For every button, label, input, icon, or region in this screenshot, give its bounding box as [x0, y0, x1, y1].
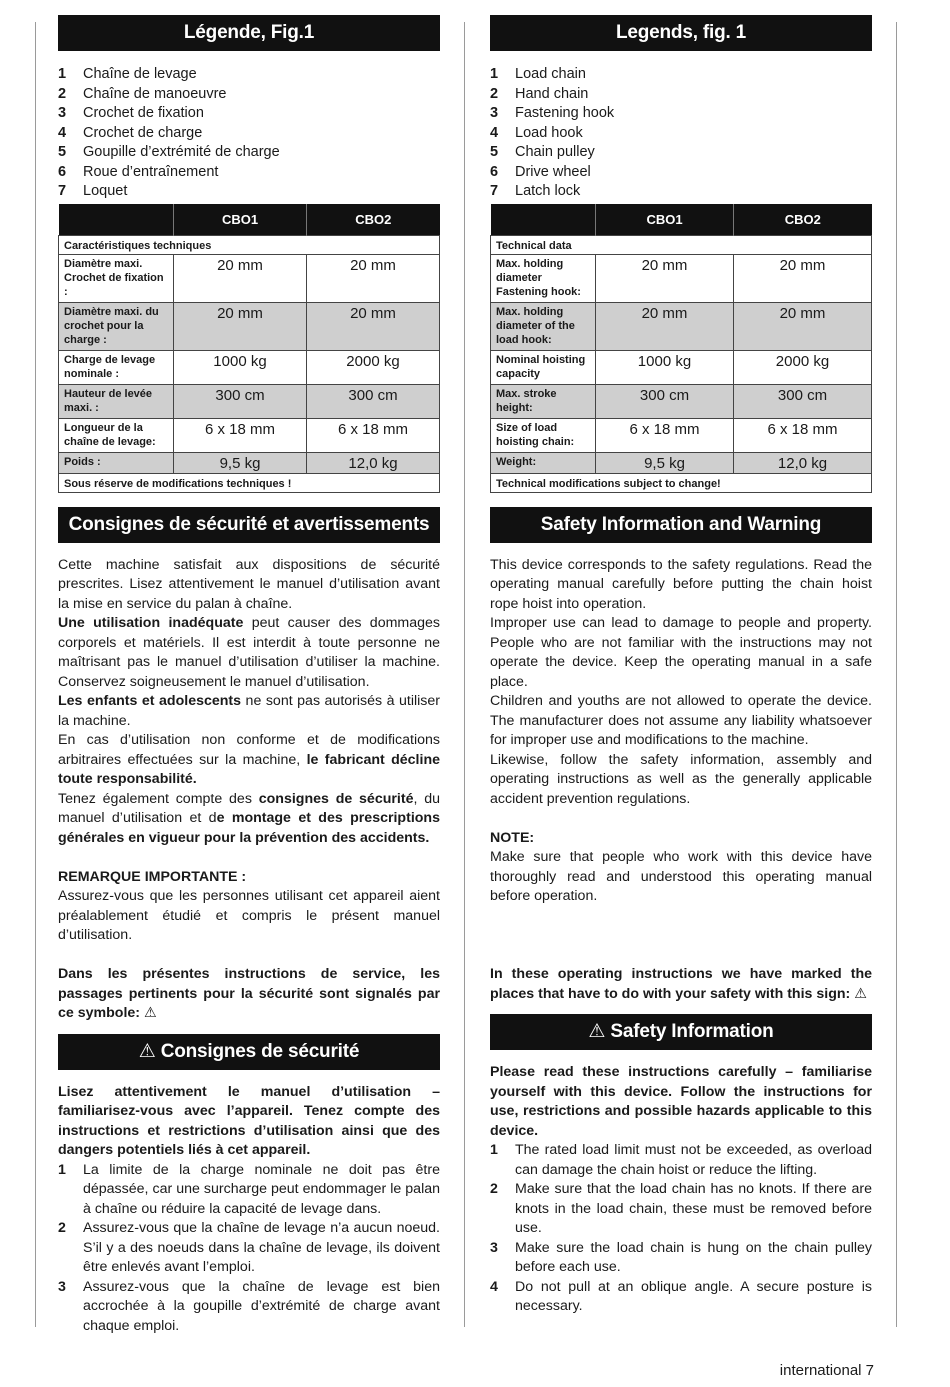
- table-row-label: Charge de levage nominale :: [59, 350, 174, 384]
- left-margin-rule: [35, 22, 36, 1327]
- list-item: 1 La limite de la charge nominale ne doit pas être dépassée, car une surcharge peut endommager le palan à chaîne ou réduire la capacité de levage dans.: [58, 1161, 440, 1217]
- table-cell: 1000 kg: [174, 350, 307, 384]
- table-cell: 20 mm: [174, 254, 307, 302]
- table-header-cbo1: CBO1: [174, 204, 307, 236]
- list-item: 3 Assurez-vous que la chaîne de levage est bien accrochée à la goupille d’extrémité de charge avant chaque emploi.: [58, 1278, 440, 1334]
- center-rule: [464, 22, 465, 1327]
- safety-text-en: [490, 556, 872, 1005]
- page-footer: international 7: [779, 1362, 874, 1379]
- table-cell: 20 mm: [596, 254, 734, 302]
- legend-item: 5 Chain pulley: [490, 144, 595, 160]
- table-cell: 300 cm: [174, 384, 307, 418]
- legend-list-en: [490, 65, 872, 202]
- table-cell: 6 x 18 mm: [307, 418, 440, 452]
- table-cell: 300 cm: [596, 384, 734, 418]
- table-row-label: Max. holding diameter of the load hook:: [491, 302, 596, 350]
- table-cell: 20 mm: [307, 254, 440, 302]
- table-header-cbo2: CBO2: [734, 204, 872, 236]
- warning-triangle-icon: ⚠: [854, 985, 867, 1002]
- legend-item: 1 Chaîne de levage: [58, 66, 197, 82]
- table-row-label: Nominal hoisting capacity: [491, 350, 596, 384]
- legend-item: 6 Drive wheel: [490, 163, 591, 180]
- table-header-cbo2: CBO2: [307, 204, 440, 236]
- table-cell: 20 mm: [734, 302, 872, 350]
- warning-triangle-icon: ⚠: [143, 1005, 157, 1021]
- legend-item: 2 Chaîne de manoeuvre: [58, 85, 227, 102]
- spec-table-fr: [58, 204, 440, 493]
- spec-table-en: [490, 204, 872, 493]
- safety-info-title-en: ⚠ Safety Information: [490, 1014, 872, 1050]
- table-cell: 2000 kg: [307, 350, 440, 384]
- table-cell: 12,0 kg: [307, 452, 440, 473]
- table-section: Caractéristiques techniques: [59, 235, 440, 254]
- intro: Lisez attentivement le manuel d’utilisation – familiarisez-vous avec l’appareil. Tenez compte des instructions et restrictions d’utilisation ainsi que des dangers potentiels liés à cet appareil.: [58, 1083, 440, 1158]
- table-cell: 20 mm: [734, 254, 872, 302]
- list-item: 2 Make sure that the load chain has no knots. If there are knots in the load chain, these must be removed before use.: [490, 1181, 872, 1236]
- marked-text: Dans les présentes instructions de service, les passages pertinents pour la sécurité sont signalés par ce symbole: ⚠: [58, 966, 440, 1021]
- table-cell: 20 mm: [307, 302, 440, 350]
- legend-item: 4 Crochet de charge: [58, 124, 203, 141]
- marked-text: In these operating instructions we have marked the places that have to do with your safety with this sign: ⚠: [490, 966, 872, 1002]
- table-cell: 300 cm: [307, 384, 440, 418]
- table-row-label: Max. holding diameter Fastening hook:: [491, 254, 596, 302]
- table-cell: 2000 kg: [734, 350, 872, 384]
- legend-item: 7 Latch lock: [490, 183, 581, 199]
- safety-info-text-fr: [58, 1083, 440, 1337]
- legend-item: 1 Load chain: [490, 66, 586, 82]
- warning-triangle-icon: ⚠: [588, 1021, 606, 1042]
- table-row-label: Diamètre maxi. du crochet pour la charge :: [59, 302, 174, 350]
- table-header-blank: [59, 204, 174, 236]
- table-row-label: Weight:: [491, 452, 596, 473]
- note-title: REMARQUE IMPORTANTE :: [58, 868, 247, 885]
- table-cell: 12,0 kg: [734, 452, 872, 473]
- paragraph: En cas d’utilisation non conforme et de modifications arbitraires effectuées sur la machine, le fabricant décline toute responsabilité.: [58, 732, 440, 787]
- paragraph: Improper use can lead to damage to people and property. People who are not familiar with the instructions may not operate the device. Keep the operating manual in a safe place.: [490, 615, 872, 690]
- table-cell: 20 mm: [174, 302, 307, 350]
- paragraph: Tenez également compte des consignes de sécurité, du manuel d’utilisation et de montage et des prescriptions générales en vigueur pour la prévention des accidents.: [58, 790, 440, 846]
- legend-title-en: Legends, fig. 1: [490, 15, 872, 51]
- list-item: 3 Make sure the load chain is hung on the chain pulley before each use.: [490, 1239, 872, 1275]
- safety-text-fr: [58, 556, 440, 1024]
- legend-title-fr: Légende, Fig.1: [58, 15, 440, 51]
- paragraph: Cette machine satisfait aux dispositions de sécurité prescrites. Lisez attentivement le manuel d’utilisation avant la mise en service du palan à chaîne.: [58, 556, 440, 612]
- paragraph: Likewise, follow the safety information, assembly and operating instructions as well as the generally applicable accident prevention regulations.: [490, 751, 872, 807]
- safety-list-fr: [58, 1161, 440, 1337]
- legend-item: 3 Crochet de fixation: [58, 105, 204, 121]
- table-header-blank: [491, 204, 596, 236]
- safety-warning-title-en: Safety Information and Warning: [490, 507, 872, 543]
- legend-item: 2 Hand chain: [490, 85, 589, 102]
- legend-item: 3 Fastening hook: [490, 105, 615, 121]
- safety-info-title-fr: ⚠ Consignes de sécurité: [58, 1034, 440, 1070]
- table-cell: 1000 kg: [596, 350, 734, 384]
- note-text: Make sure that people who work with this device have thoroughly read and understood this operating manual before operation.: [490, 849, 872, 904]
- table-section: Technical data: [491, 235, 872, 254]
- table-row-label: Hauteur de levée maxi. :: [59, 384, 174, 418]
- table-row-label: Diamètre maxi. Crochet de fixation :: [59, 254, 174, 302]
- table-cell: 6 x 18 mm: [174, 418, 307, 452]
- right-margin-rule: [896, 22, 897, 1327]
- table-header-cbo1: CBO1: [596, 204, 734, 236]
- table-cell: 9,5 kg: [174, 452, 307, 473]
- table-cell: 20 mm: [596, 302, 734, 350]
- table-row-label: Longueur de la chaîne de levage:: [59, 418, 174, 452]
- list-item: 1 The rated load limit must not be exceeded, as overload can damage the chain hoist or reduce the lifting.: [490, 1142, 872, 1178]
- paragraph: Les enfants et adolescents ne sont pas autorisés à utiliser la machine.: [58, 693, 440, 729]
- safety-info-text-en: [490, 1063, 872, 1317]
- table-footnote: Sous réserve de modifications techniques !: [59, 473, 440, 492]
- note-text: Assurez-vous que les personnes utilisant cet appareil aient préalablement étudié et compris le présent manuel d’utilisation.: [58, 888, 440, 943]
- list-item: 2 Assurez-vous que la chaîne de levage n’a aucun noeud. S’il y a des noeuds dans la chaîne de levage, ils doivent être enlevés avant l’emploi.: [58, 1220, 440, 1275]
- table-cell: 9,5 kg: [596, 452, 734, 473]
- warning-triangle-icon: ⚠: [138, 1040, 156, 1062]
- note-title: NOTE:: [490, 829, 535, 846]
- table-cell: 6 x 18 mm: [734, 418, 872, 452]
- intro: Please read these instructions carefully – familiarise yourself with this device. Follow the instructions for use, restrictions and possible hazards applicable to this device.: [490, 1064, 872, 1139]
- list-item: 4 Do not pull at an oblique angle. A secure posture is necessary.: [490, 1278, 872, 1314]
- table-row-label: Poids :: [59, 452, 174, 473]
- paragraph: Children and youths are not allowed to operate the device. The manufacturer does not assume any liability whatsoever for improper use and modifications to the machine.: [490, 693, 872, 748]
- safety-warning-title-fr: Consignes de sécurité et avertissements: [58, 507, 440, 543]
- legend-item: 6 Roue d’entraînement: [58, 163, 219, 180]
- paragraph: Une utilisation inadéquate peut causer des dommages corporels et matériels. Il est interdit à toute personne ne maîtrisant pas le manuel d’utilisation d’utiliser la machine. Conservez soigneusement le manuel d’utilisation.: [58, 615, 440, 690]
- table-footnote: Technical modifications subject to change!: [491, 473, 872, 492]
- english-column: [490, 15, 872, 1317]
- legend-item: 5 Goupille d’extrémité de charge: [58, 144, 280, 160]
- legend-list-fr: [58, 65, 440, 202]
- legend-item: 7 Loquet: [58, 183, 128, 199]
- french-column: [58, 15, 440, 1336]
- safety-list-en: [490, 1141, 872, 1317]
- paragraph: This device corresponds to the safety regulations. Read the operating manual carefully before putting the chain hoist rope hoist into operation.: [490, 556, 872, 612]
- legend-item: 4 Load hook: [490, 124, 583, 141]
- table-cell: 300 cm: [734, 384, 872, 418]
- table-row-label: Max. stroke height:: [491, 384, 596, 418]
- table-row-label: Size of load hoisting chain:: [491, 418, 596, 452]
- table-cell: 6 x 18 mm: [596, 418, 734, 452]
